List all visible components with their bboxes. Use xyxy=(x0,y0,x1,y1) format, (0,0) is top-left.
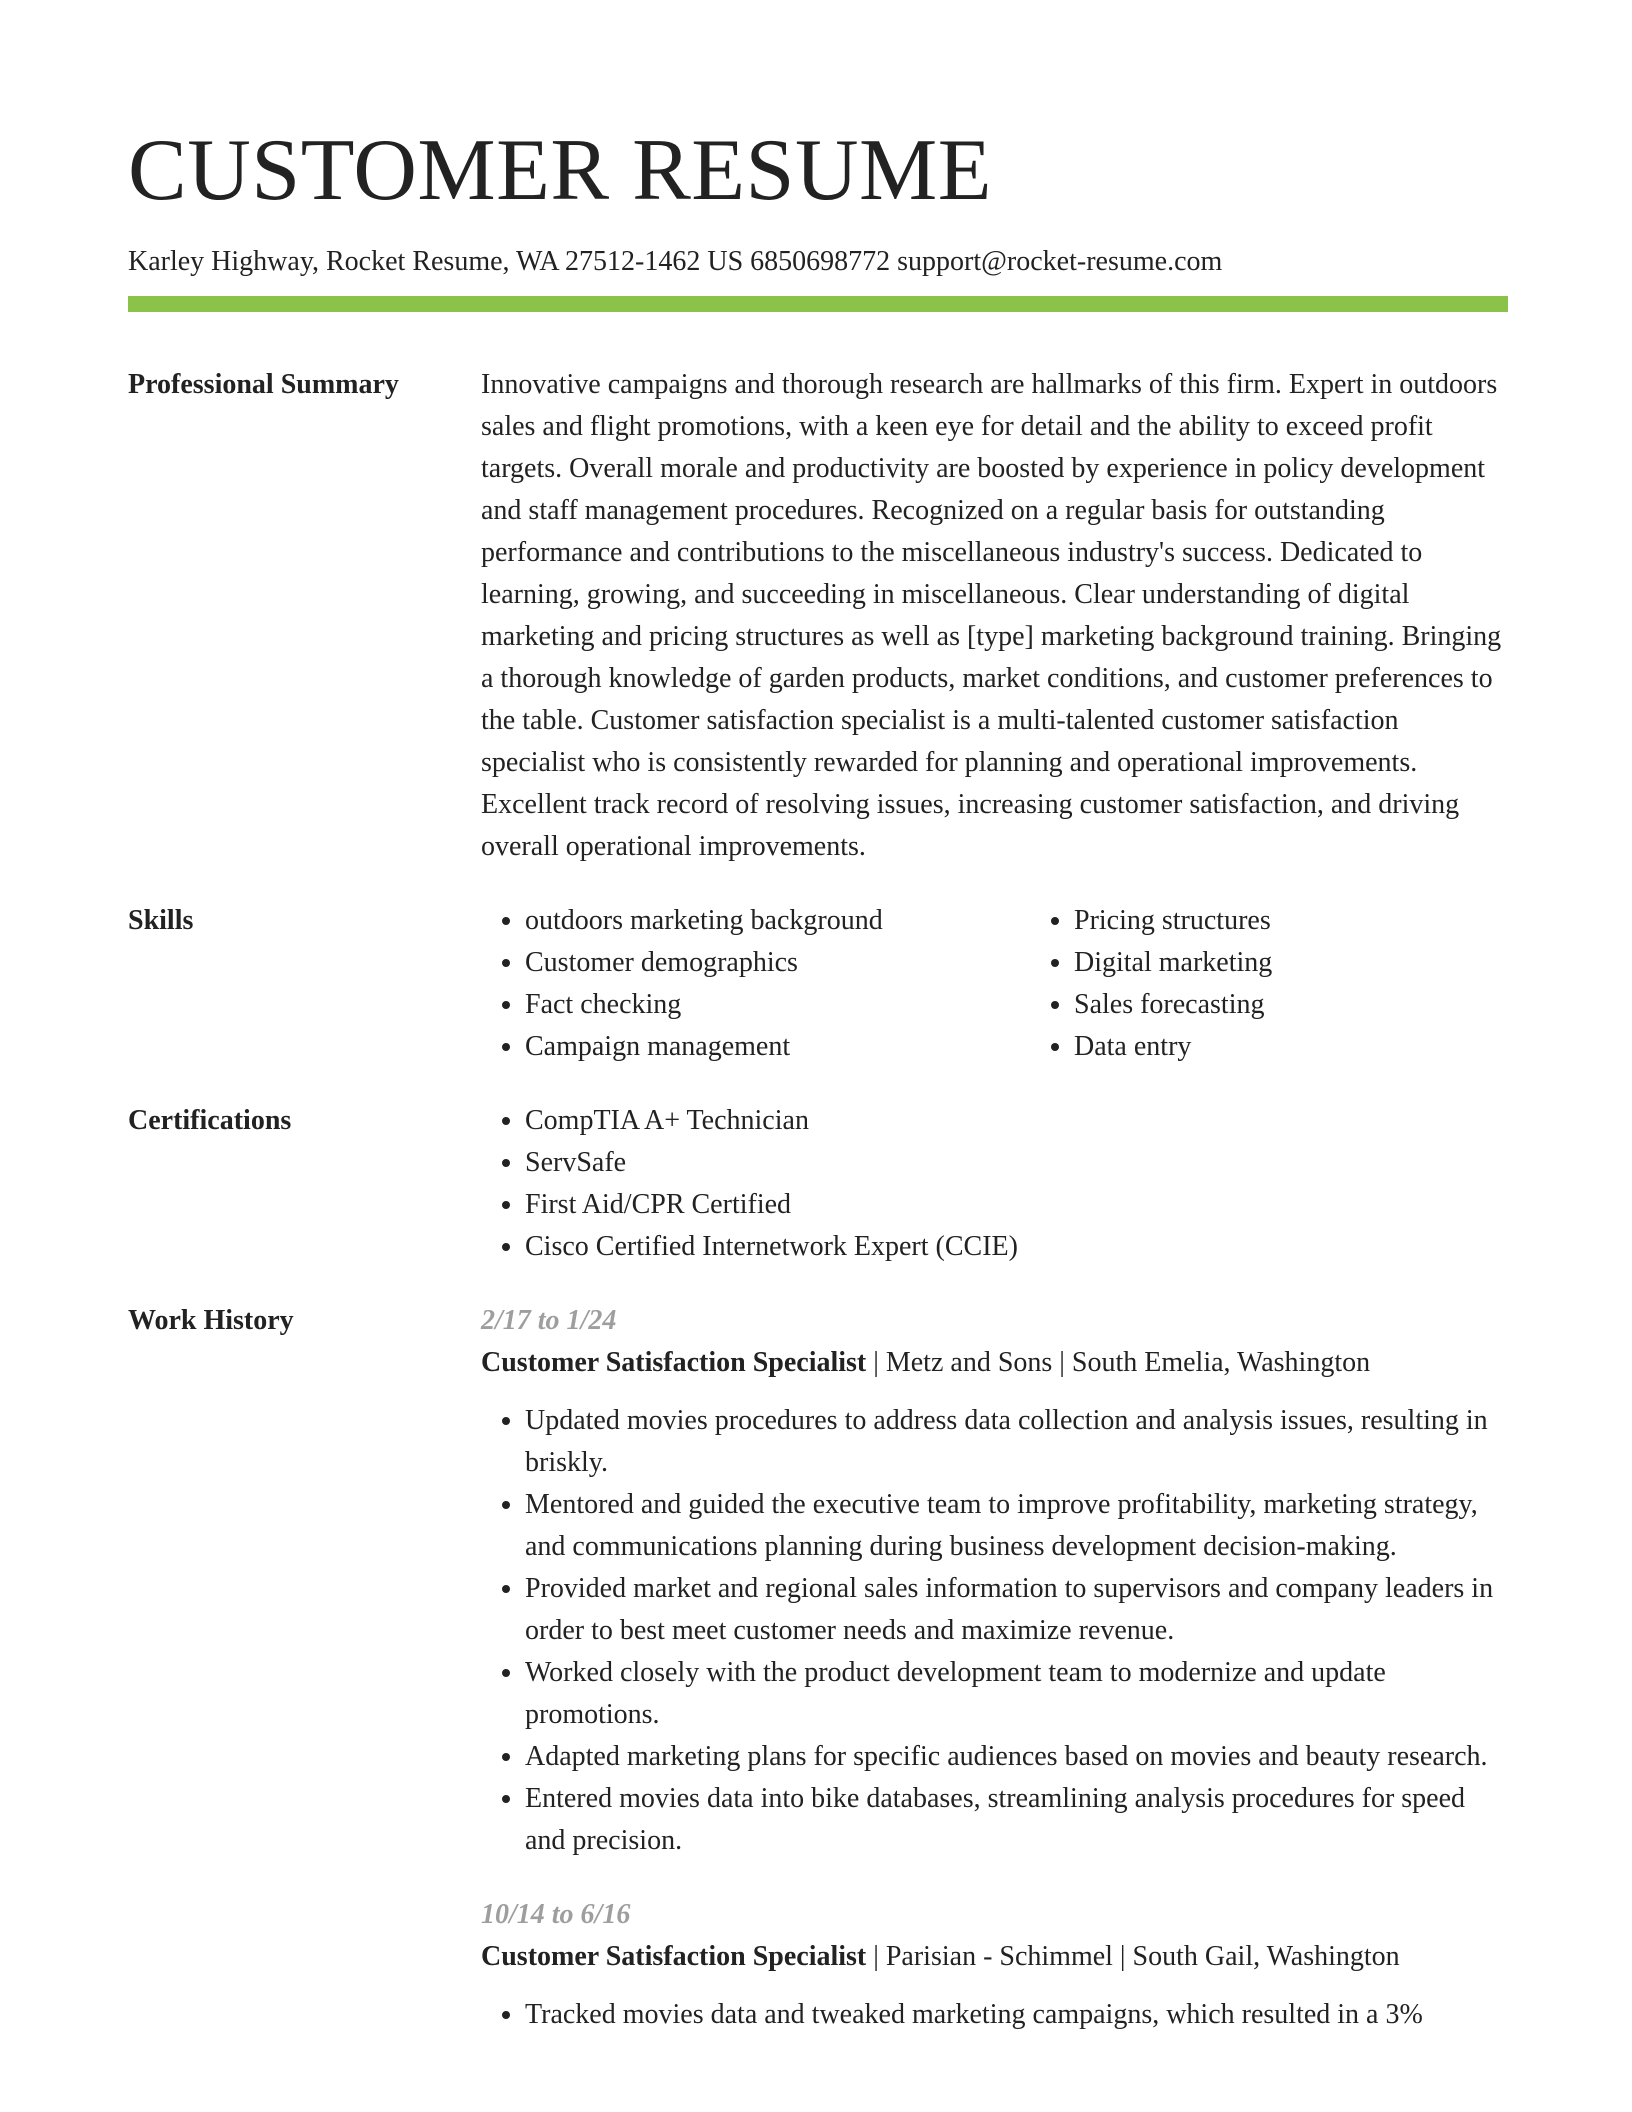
skill-item: • Pricing structures xyxy=(1074,900,1579,942)
job-entry xyxy=(481,1300,1508,1862)
certification-item: • CompTIA A+ Technician xyxy=(525,1100,1508,1142)
skill-item: • Data entry xyxy=(1074,1026,1579,1068)
certifications-body xyxy=(481,1100,1508,1268)
resume-page xyxy=(128,0,1508,2036)
skill-item: • Fact checking xyxy=(525,984,1030,1026)
job-bullet: • Worked closely with the product development team to modernize and update promotions. xyxy=(525,1652,1508,1736)
skill-item: • Customer demographics xyxy=(525,942,1030,984)
job-bullet: • Updated movies procedures to address data collection and analysis issues, resulting in briskly. xyxy=(525,1400,1508,1484)
work-history-heading: Work History xyxy=(128,1305,294,1336)
job-bullet: • Entered movies data into bike databases, streamlining analysis procedures for speed and precision. xyxy=(525,1778,1508,1862)
skills-column-right xyxy=(1030,900,1579,1068)
job-title-line xyxy=(481,1936,1508,1978)
work-history-section xyxy=(128,1300,1508,2036)
certification-item: • ServSafe xyxy=(525,1142,1508,1184)
summary-text: Innovative campaigns and thorough research are hallmarks of this firm. Expert in outdoors sales and flight promotions, with a keen eye for detail and the ability to exceed profit targets. Overall morale and productivity are boosted by experience in policy development and staff management procedures. Recognized on a regular basis for outstanding performance and contributions to the miscellaneous industry's success. Dedicated to learning, growing, and succeeding in miscellaneous. Clear understanding of digital marketing and pricing structures as well as [type] marketing background training. Bringing a thorough knowledge of garden products, market conditions, and customer preferences to the table. Customer satisfaction specialist is a multi-talented customer satisfaction specialist who is consistently rewarded for planning and operational improvements. Excellent track record of resolving issues, increasing customer satisfaction, and driving overall operational improvements. xyxy=(481,369,1502,862)
job-title: Customer Satisfaction Specialist xyxy=(481,1941,867,1972)
skills-section xyxy=(128,900,1508,1068)
job-bullet: • Mentored and guided the executive team to improve profitability, marketing strategy, and communications planning during business development decision-making. xyxy=(525,1484,1508,1568)
certifications-section xyxy=(128,1100,1508,1268)
skill-item: • Digital marketing xyxy=(1074,942,1579,984)
contact-line: Karley Highway, Rocket Resume, WA 27512-1462 US 6850698772 support@rocket-resume.com xyxy=(128,246,1223,277)
skill-item: • outdoors marketing background xyxy=(525,900,1030,942)
certification-item: • First Aid/CPR Certified xyxy=(525,1184,1508,1226)
job-entry xyxy=(481,1894,1508,2036)
skills-grid xyxy=(481,900,1579,1068)
job-dates: 2/17 to 1/24 xyxy=(481,1305,617,1336)
certifications-heading: Certifications xyxy=(128,1105,292,1136)
skill-item: • Campaign management xyxy=(525,1026,1030,1068)
certifications-list xyxy=(481,1100,1508,1268)
job-title: Customer Satisfaction Specialist xyxy=(481,1347,867,1378)
summary-heading: Professional Summary xyxy=(128,369,399,400)
job-employer-location: | Metz and Sons | South Emelia, Washington xyxy=(866,1347,1371,1378)
job-bullets xyxy=(481,1400,1508,1862)
header-divider xyxy=(128,296,1508,312)
job-employer-location: | Parisian - Schimmel | South Gail, Washington xyxy=(866,1941,1400,1972)
job-bullet: • Tracked movies data and tweaked marketing campaigns, which resulted in a 3% xyxy=(525,1994,1508,2036)
job-bullet: • Adapted marketing plans for specific audiences based on movies and beauty research. xyxy=(525,1736,1508,1778)
work-history-body xyxy=(481,1300,1508,2036)
skills-heading: Skills xyxy=(128,905,194,936)
summary-section xyxy=(128,364,1508,868)
skill-item: • Sales forecasting xyxy=(1074,984,1579,1026)
job-title-line xyxy=(481,1342,1508,1384)
job-bullet: • Provided market and regional sales information to supervisors and company leaders in order to best meet customer needs and maximize revenue. xyxy=(525,1568,1508,1652)
resume-title: CUSTOMER RESUME xyxy=(128,122,993,219)
skills-column-left xyxy=(481,900,1030,1068)
certification-item: • Cisco Certified Internetwork Expert (CCIE) xyxy=(525,1226,1508,1268)
job-bullets xyxy=(481,1994,1508,2036)
job-dates: 10/14 to 6/16 xyxy=(481,1899,631,1930)
